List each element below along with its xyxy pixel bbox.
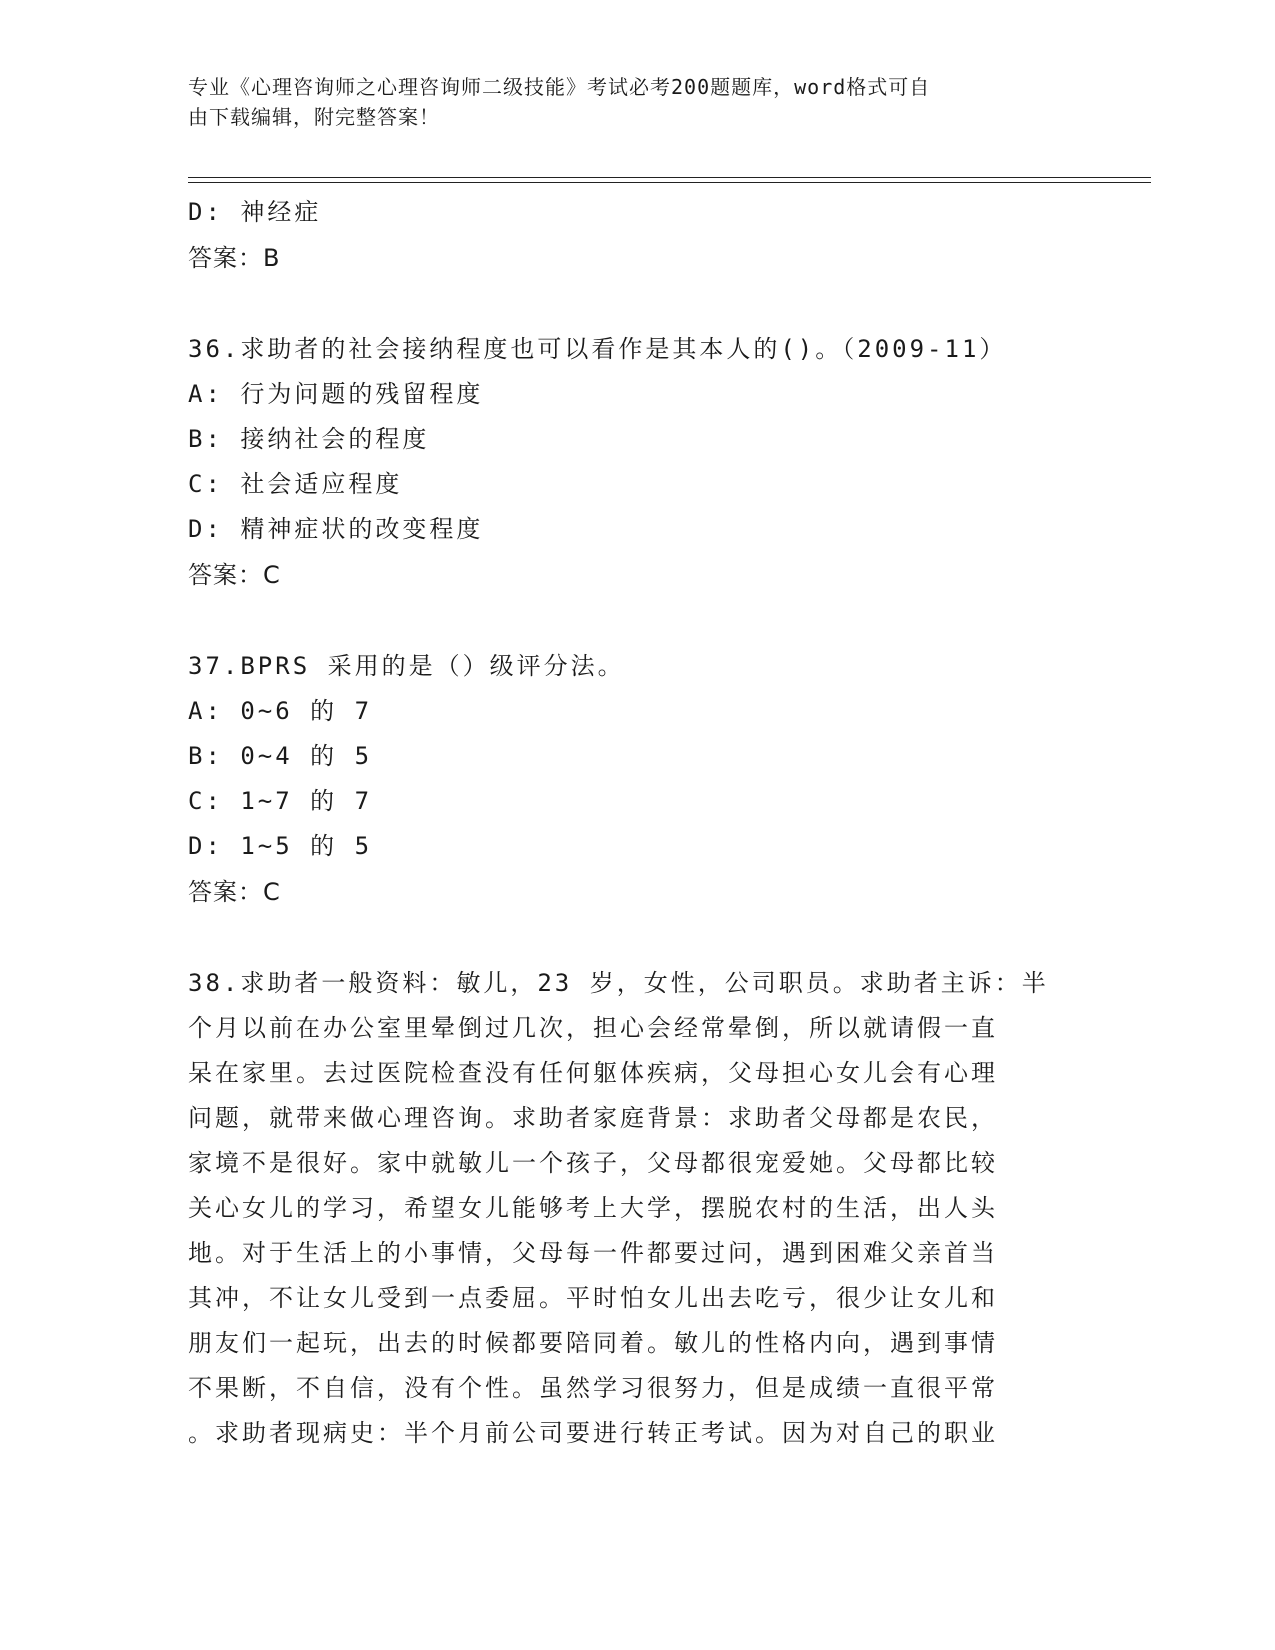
option-d: D: 1~5 的 5 [188,832,373,860]
header-line-1: 专业《心理咨询师之心理咨询师二级技能》考试必考200题题库，word格式可自 [188,75,931,99]
question-text-line: 38.求助者一般资料：敏儿，23 岁，女性，公司职员。求助者主诉：半 [188,969,1049,997]
question-text-line: 家境不是很好。家中就敏儿一个孩子，父母都很宠爱她。父母都比较 [188,1149,998,1177]
answer: 答案：C [188,878,281,906]
option-c: C: 1~7 的 7 [188,787,373,815]
question-35 [188,190,1088,281]
option-d: D: 神经症 [188,198,322,226]
option-a: A: 行为问题的残留程度 [188,380,484,408]
option-b: B: 0~4 的 5 [188,742,373,770]
spacer [188,915,1088,961]
option-b: B: 接纳社会的程度 [188,425,430,453]
question-36 [188,327,1088,598]
document-header [188,72,1078,132]
question-text-line: 呆在家里。去过医院检查没有任何躯体疾病，父母担心女儿会有心理 [188,1059,998,1087]
option-c: C: 社会适应程度 [188,470,403,498]
question-text-line: 不果断，不自信，没有个性。虽然学习很努力，但是成绩一直很平常 [188,1374,998,1402]
question-text-line: 其冲，不让女儿受到一点委屈。平时怕女儿出去吃亏，很少让女儿和 [188,1284,998,1312]
answer: 答案：B [188,244,281,272]
question-stem: 36.求助者的社会接纳程度也可以看作是其本人的()。（2009-11） [188,335,1007,363]
document-body [188,190,1088,1456]
question-text-line: 个月以前在办公室里晕倒过几次，担心会经常晕倒，所以就请假一直 [188,1014,998,1042]
header-line-2: 由下载编辑，附完整答案！ [188,105,440,129]
question-text-line: 。求助者现病史：半个月前公司要进行转正考试。因为对自己的职业 [188,1419,998,1447]
spacer [188,598,1088,644]
option-a: A: 0~6 的 7 [188,697,373,725]
question-text-line: 地。对于生活上的小事情，父母每一件都要过问，遇到困难父亲首当 [188,1239,998,1267]
question-text-line: 朋友们一起玩，出去的时候都要陪同着。敏儿的性格内向，遇到事情 [188,1329,998,1357]
header-divider-bottom [188,182,1151,183]
question-37 [188,644,1088,915]
header-divider-top [188,177,1151,178]
question-text-line: 关心女儿的学习，希望女儿能够考上大学，摆脱农村的生活，出人头 [188,1194,998,1222]
answer: 答案：C [188,561,281,589]
question-stem: 37.BPRS 采用的是（）级评分法。 [188,652,625,680]
question-text-line: 问题，就带来做心理咨询。求助者家庭背景：求助者父母都是农民， [188,1104,998,1132]
option-d: D: 精神症状的改变程度 [188,515,484,543]
question-38 [188,961,1088,1456]
spacer [188,281,1088,327]
